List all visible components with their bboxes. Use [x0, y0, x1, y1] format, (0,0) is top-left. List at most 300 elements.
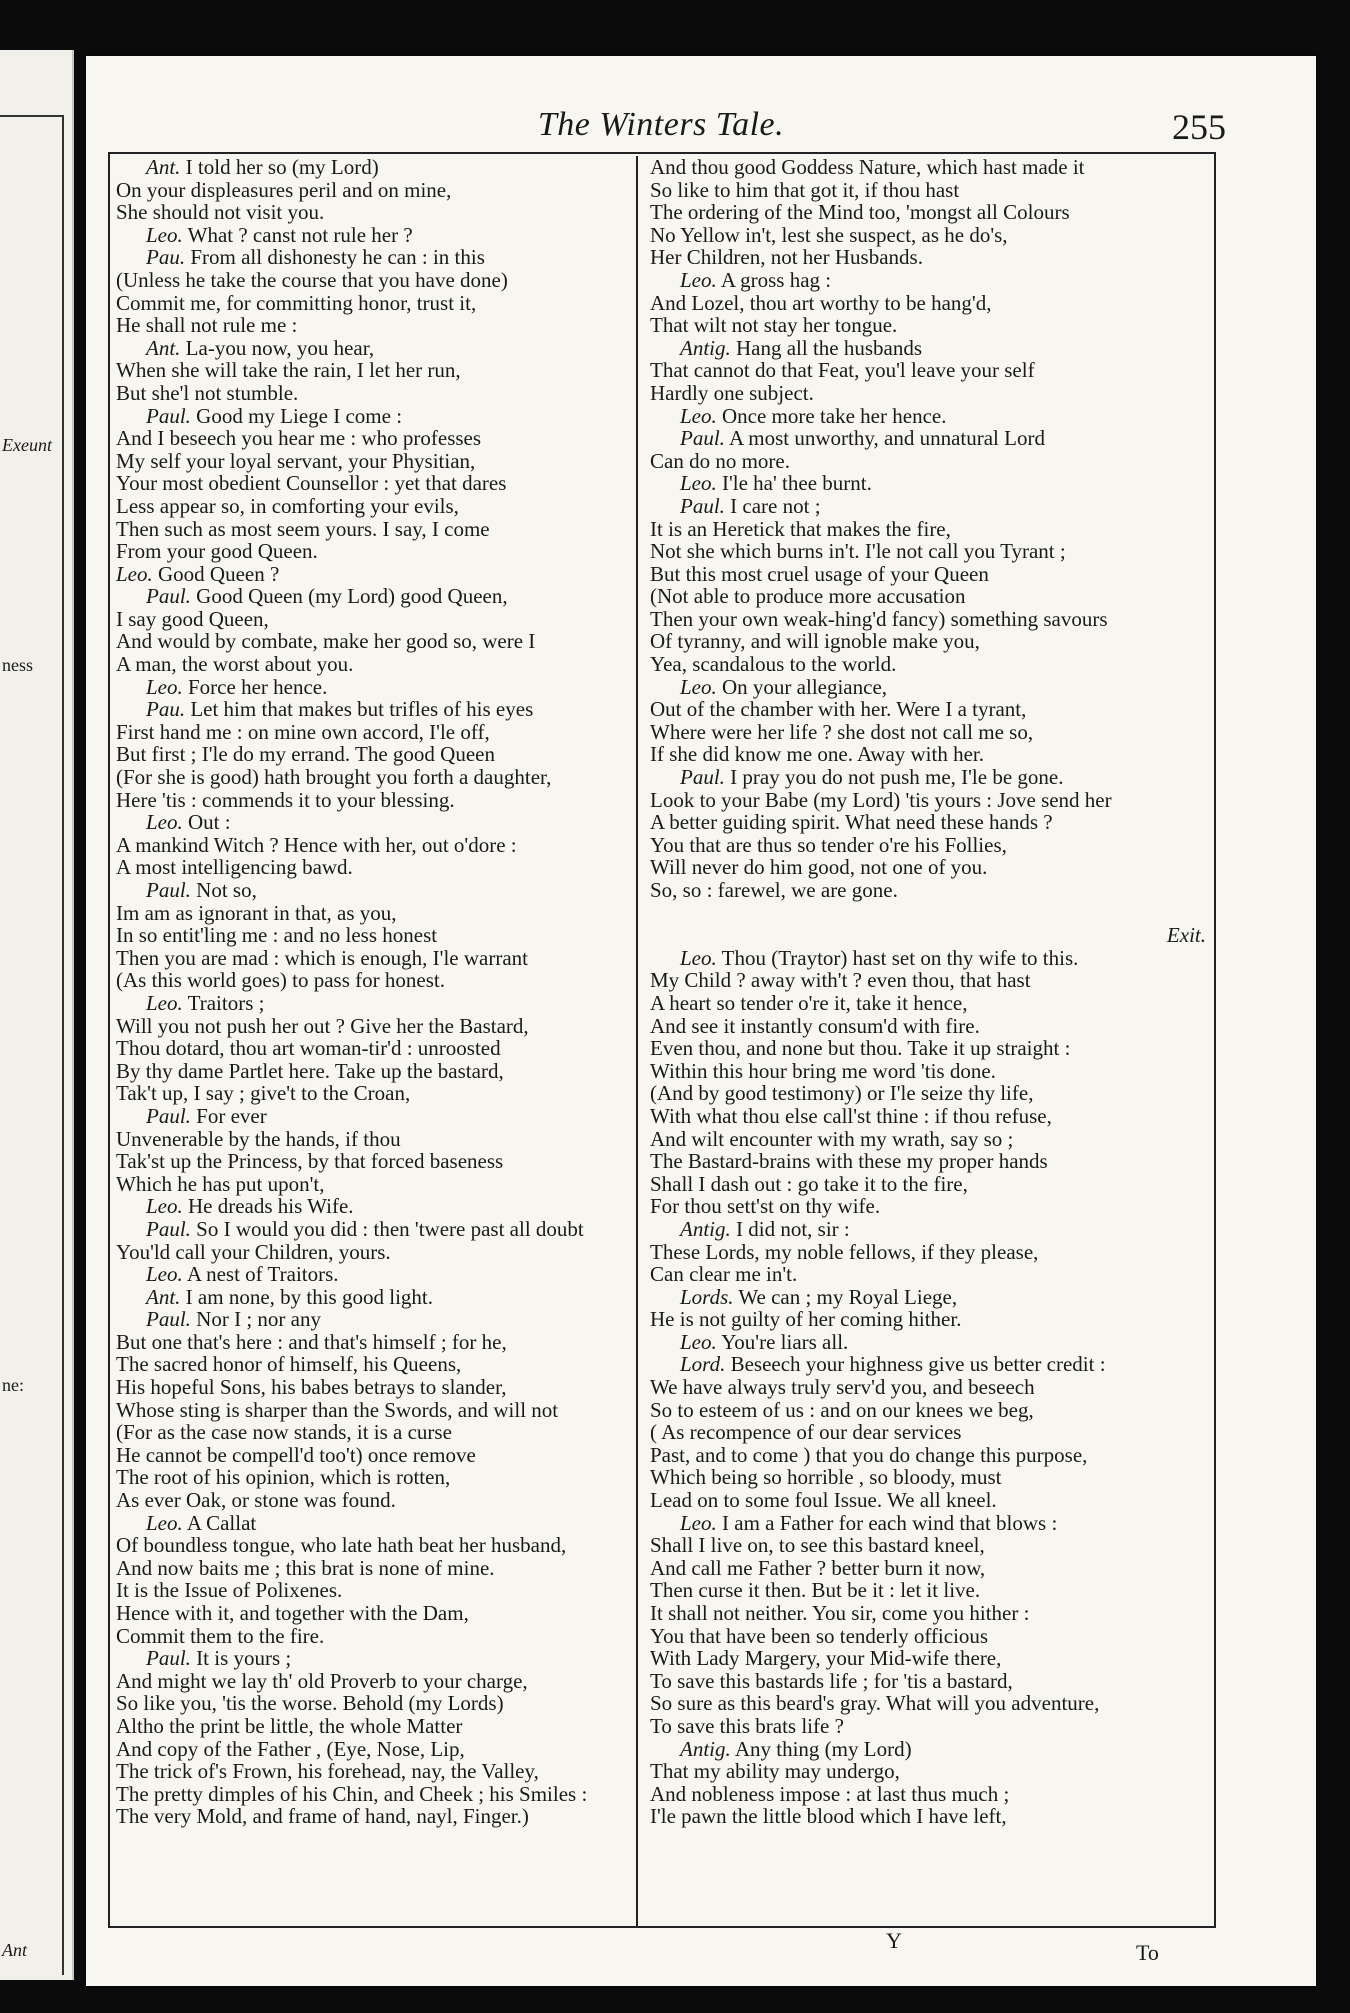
- line-text: Hence with it, and together with the Dam,: [116, 1601, 469, 1625]
- line-text: Within this hour bring me word 'tis done.: [650, 1058, 996, 1083]
- line-text: And copy of the Father , (Eye, Nose, Lip,: [116, 1736, 465, 1761]
- line-text: As ever Oak, or stone was found.: [116, 1488, 396, 1513]
- line-text: You that are thus so tender o're his Follies,: [650, 832, 1007, 857]
- line-text: And see it instantly consum'd with fire.: [650, 1013, 980, 1038]
- line-text: Of boundless tongue, who late hath beat her husband,: [116, 1533, 567, 1558]
- verse-line: [116, 518, 634, 541]
- speech-line: [116, 156, 634, 179]
- speech-text: Out :: [188, 810, 231, 835]
- speaker-name: Paul.: [680, 765, 725, 790]
- stage-direction-text: Exit.: [1166, 923, 1206, 948]
- adjacent-page-edge: [0, 50, 74, 1980]
- verse-line: [650, 811, 1206, 834]
- line-text: Less appear so, in comforting your evils,: [116, 493, 459, 518]
- verse-line: [116, 969, 634, 992]
- speech-line: [116, 1512, 634, 1535]
- speech-line: [650, 1738, 1206, 1761]
- margin-fragment: Exeunt: [2, 435, 52, 455]
- speaker-name: Paul.: [146, 1646, 191, 1671]
- speech-line: [650, 495, 1206, 518]
- line-text: Which being so horrible , so bloody, must: [650, 1465, 1002, 1490]
- verse-line: [650, 1037, 1206, 1060]
- speech-text: For ever: [196, 1103, 267, 1128]
- line-text: And nobleness impose : at last thus much ;: [650, 1781, 1010, 1806]
- speech-line: [116, 246, 634, 269]
- verse-line: [650, 1128, 1206, 1151]
- verse-line: [650, 1805, 1206, 1828]
- line-text: Past, and to come ) that you do change this purpose,: [650, 1442, 1088, 1467]
- verse-line: [650, 1150, 1206, 1173]
- verse-line: [116, 1602, 634, 1625]
- verse-line: [116, 1128, 634, 1151]
- speaker-name: Leo.: [680, 267, 717, 292]
- verse-line: [116, 1557, 634, 1580]
- verse-line: [650, 1015, 1206, 1038]
- line-text: But this most cruel usage of your Queen: [650, 561, 989, 586]
- speaker-name: Ant.: [146, 1284, 181, 1309]
- speaker-name: Leo.: [680, 1329, 717, 1354]
- line-text: Out of the chamber with her. Were I a tyrant,: [650, 697, 1027, 722]
- line-text: Altho the print be little, the whole Matter: [116, 1713, 463, 1738]
- verse-line: [116, 201, 634, 224]
- speech-line: [116, 1647, 634, 1670]
- line-text: And thou good Goddess Nature, which hast made it: [650, 155, 1085, 179]
- line-text: Then such as most seem yours. I say, I come: [116, 516, 490, 541]
- line-text: The Bastard-brains with these my proper hands: [650, 1149, 1048, 1174]
- line-text: So like you, 'tis the worse. Behold (my Lords): [116, 1691, 504, 1716]
- speaker-name: Lord.: [680, 1352, 726, 1377]
- speech-text: Any thing (my Lord): [734, 1736, 912, 1761]
- line-text: And call me Father ? better burn it now,: [650, 1555, 986, 1580]
- line-text: It is the Issue of Polixenes.: [116, 1578, 343, 1603]
- speaker-name: Antig.: [680, 1216, 731, 1241]
- speaker-name: Paul.: [146, 1216, 191, 1241]
- verse-line: [116, 269, 634, 292]
- verse-line: [116, 766, 634, 789]
- verse-line: [116, 1331, 634, 1354]
- verse-line: [116, 1060, 634, 1083]
- line-text: The very Mold, and frame of hand, nayl, Finger.): [116, 1804, 529, 1829]
- verse-line: [650, 1173, 1206, 1196]
- verse-line: [650, 721, 1206, 744]
- verse-line: [650, 879, 1206, 902]
- line-text: I say good Queen,: [116, 606, 269, 631]
- line-text: (Unless he take the course that you have done): [116, 267, 508, 292]
- verse-line: [650, 246, 1206, 269]
- line-text: Shall I live on, to see this bastard kneel,: [650, 1533, 985, 1558]
- verse-line: [650, 1534, 1206, 1557]
- line-text: That my ability may undergo,: [650, 1759, 900, 1784]
- verse-line: [650, 1195, 1206, 1218]
- verse-line: [116, 427, 634, 450]
- verse-line: [650, 1625, 1206, 1648]
- verse-line: [650, 382, 1206, 405]
- speaker-name: Paul.: [146, 403, 191, 428]
- speech-line: [650, 405, 1206, 428]
- speech-text: Let him that makes but trifles of his eyes: [190, 697, 534, 722]
- speaker-name: Pau.: [146, 697, 186, 722]
- line-text: I'le pawn the little blood which I have left,: [650, 1804, 1007, 1829]
- line-text: A heart so tender o're it, take it hence,: [650, 990, 968, 1015]
- speaker-name: Ant.: [146, 335, 181, 360]
- line-text: He shall not rule me :: [116, 313, 298, 338]
- signature-mark: Y: [886, 1928, 902, 1953]
- speech-line: [116, 1308, 634, 1331]
- line-text: And wilt encounter with my wrath, say so ;: [650, 1126, 1014, 1151]
- speech-line: [650, 337, 1206, 360]
- line-text: By thy dame Partlet here. Take up the bastard,: [116, 1058, 504, 1083]
- speaker-name: Antig.: [680, 335, 731, 360]
- verse-line: [650, 1421, 1206, 1444]
- speech-line: [116, 811, 634, 834]
- line-text: And Lozel, thou art worthy to be hang'd,: [650, 290, 992, 315]
- verse-line: [650, 969, 1206, 992]
- verse-line: [650, 1670, 1206, 1693]
- verse-line: [116, 179, 634, 202]
- verse-line: [116, 856, 634, 879]
- line-text: The ordering of the Mind too, 'mongst all Colours: [650, 200, 1070, 225]
- verse-line: [116, 1376, 634, 1399]
- speech-text: I care not ;: [730, 493, 821, 518]
- verse-line: [116, 314, 634, 337]
- speaker-name: Paul.: [146, 1103, 191, 1128]
- line-text: (For she is good) hath brought you forth a daughter,: [116, 765, 552, 790]
- verse-line: [650, 1602, 1206, 1625]
- verse-line: [650, 563, 1206, 586]
- speech-line: [650, 1331, 1206, 1354]
- line-text: That cannot do that Feat, you'l leave your self: [650, 358, 1035, 383]
- verse-line: [650, 292, 1206, 315]
- line-text: Im am as ignorant in that, as you,: [116, 900, 397, 925]
- speech-text: A most unworthy, and unnatural Lord: [729, 426, 1045, 451]
- verse-line: [116, 924, 634, 947]
- verse-line: [116, 1037, 634, 1060]
- line-text: But she'l not stumble.: [116, 380, 299, 405]
- verse-line: [650, 201, 1206, 224]
- speech-text: He dreads his Wife.: [188, 1194, 354, 1219]
- page-number: 255: [1172, 107, 1226, 147]
- margin-fragment: ness: [2, 655, 33, 675]
- line-text: With Lady Margery, your Mid-wife there,: [650, 1646, 1002, 1671]
- line-text: Even thou, and none but thou. Take it up straight :: [650, 1036, 1071, 1061]
- speaker-name: Paul.: [680, 493, 725, 518]
- speech-line: [650, 427, 1206, 450]
- verse-line: [116, 382, 634, 405]
- speech-text: Force her hence.: [188, 674, 328, 699]
- speech-line: [116, 405, 634, 428]
- line-text: On your displeasures peril and on mine,: [116, 177, 452, 202]
- speaker-name: Paul.: [680, 426, 725, 451]
- line-text: To save this brats life ?: [650, 1713, 844, 1738]
- line-text: Whose sting is sharper than the Swords, and will not: [116, 1397, 559, 1422]
- speech-text: Good Queen ?: [158, 561, 280, 586]
- verse-line: [116, 1241, 634, 1264]
- line-text: (For as the case now stands, it is a curse: [116, 1420, 452, 1445]
- verse-line: [650, 1082, 1206, 1105]
- speaker-name: Leo.: [146, 674, 183, 699]
- verse-line: [116, 472, 634, 495]
- verse-line: [116, 721, 634, 744]
- book-page: [86, 56, 1316, 1986]
- line-text: ( As recompence of our dear services: [650, 1420, 962, 1445]
- verse-line: [650, 359, 1206, 382]
- speaker-name: Leo.: [116, 561, 153, 586]
- line-text: Can do no more.: [650, 448, 790, 473]
- speech-line: [116, 1195, 634, 1218]
- speech-text: We can ; my Royal Liege,: [738, 1284, 958, 1309]
- speech-text: A nest of Traitors.: [186, 1262, 339, 1287]
- verse-line: [650, 834, 1206, 857]
- catchword: To: [1136, 1940, 1159, 1965]
- speaker-name: Paul.: [146, 584, 191, 609]
- verse-line: [116, 1489, 634, 1512]
- speaker-name: Leo.: [146, 1262, 183, 1287]
- line-text: My self your loyal servant, your Physitian,: [116, 448, 476, 473]
- line-text: The sacred honor of himself, his Queens,: [116, 1352, 462, 1377]
- line-text: Look to your Babe (my Lord) 'tis yours : Jove send her: [650, 787, 1112, 812]
- verse-line: [116, 1692, 634, 1715]
- line-text: First hand me : on mine own accord, I'le off,: [116, 719, 490, 744]
- line-text: So, so : farewel, we are gone.: [650, 878, 898, 902]
- speech-text: Good Queen (my Lord) good Queen,: [196, 584, 508, 609]
- speech-line: [650, 1512, 1206, 1535]
- speech-line: [650, 676, 1206, 699]
- line-text: Hardly one subject.: [650, 380, 814, 405]
- speech-text: La-you now, you hear,: [185, 335, 375, 360]
- line-text: A mankind Witch ? Hence with her, out o'dore :: [116, 832, 517, 857]
- speaker-name: Leo.: [146, 1194, 183, 1219]
- verse-line: [116, 1715, 634, 1738]
- verse-line: [650, 1466, 1206, 1489]
- line-text: That wilt not stay her tongue.: [650, 313, 898, 338]
- speech-text: Traitors ;: [187, 990, 265, 1015]
- line-text: Then curse it then. But be it : let it live.: [650, 1578, 981, 1603]
- verse-line: [650, 156, 1206, 179]
- right-column: [650, 156, 1206, 1828]
- speech-line: [116, 676, 634, 699]
- line-text: Where were her life ? she dost not call me so,: [650, 719, 1034, 744]
- verse-line: [116, 1444, 634, 1467]
- verse-line: [650, 653, 1206, 676]
- speech-text: Hang all the husbands: [736, 335, 923, 360]
- speech-text: On your allegiance,: [722, 674, 888, 699]
- adjacent-page-rule: [0, 115, 62, 117]
- verse-line: [116, 540, 634, 563]
- line-text: In so entit'ling me : and no less honest: [116, 923, 438, 948]
- verse-line: [650, 1444, 1206, 1467]
- speaker-name: Lords.: [680, 1284, 734, 1309]
- verse-line: [116, 1738, 634, 1761]
- speech-line: [116, 585, 634, 608]
- line-text: And I beseech you hear me : who professes: [116, 426, 482, 451]
- verse-line: [650, 608, 1206, 631]
- line-text: She should not visit you.: [116, 200, 325, 225]
- verse-line: [116, 1399, 634, 1422]
- line-text: And would by combate, make her good so, were I: [116, 629, 536, 654]
- speech-line: [116, 563, 634, 586]
- verse-line: [116, 630, 634, 653]
- speech-line: [116, 224, 634, 247]
- line-text: Commit me, for committing honor, trust it,: [116, 290, 477, 315]
- margin-fragment: Ant: [2, 1940, 27, 1960]
- line-text: And now baits me ; this brat is none of mine.: [116, 1555, 495, 1580]
- verse-line: [650, 1715, 1206, 1738]
- verse-line: [116, 359, 634, 382]
- line-text: (And by good testimony) or I'le seize thy life,: [650, 1081, 1034, 1106]
- line-text: Unvenerable by the hands, if thou: [116, 1126, 401, 1151]
- verse-line: [650, 1692, 1206, 1715]
- speech-line: [116, 879, 634, 902]
- line-text: But first ; I'le do my errand. The good Queen: [116, 742, 495, 767]
- verse-line: [116, 1670, 634, 1693]
- speech-text: A Callat: [186, 1510, 257, 1535]
- line-text: Which he has put upon't,: [116, 1171, 325, 1196]
- line-text: These Lords, my noble fellows, if they please,: [650, 1239, 1039, 1264]
- verse-line: [116, 1783, 634, 1806]
- line-text: So sure as this beard's gray. What will you adventure,: [650, 1691, 1100, 1716]
- line-text: It is an Heretick that makes the fire,: [650, 516, 951, 541]
- verse-line: [650, 743, 1206, 766]
- verse-line: [650, 450, 1206, 473]
- line-text: From your good Queen.: [116, 539, 318, 564]
- speaker-name: Leo.: [680, 945, 717, 970]
- margin-fragment: ne:: [2, 1375, 24, 1395]
- verse-line: [650, 1489, 1206, 1512]
- verse-line: [650, 1783, 1206, 1806]
- speech-line: [650, 947, 1206, 970]
- line-text: So to esteem of us : and on our knees we beg,: [650, 1397, 1034, 1422]
- line-text: We have always truly serv'd you, and beseech: [650, 1375, 1035, 1400]
- speech-text: I did not, sir :: [736, 1216, 850, 1241]
- speaker-name: Leo.: [146, 1510, 183, 1535]
- line-text: Then your own weak-hing'd fancy) something savours: [650, 606, 1108, 631]
- speech-text: I pray you do not push me, I'le be gone.: [730, 765, 1064, 790]
- line-text: The pretty dimples of his Chin, and Cheek ; his Smiles :: [116, 1781, 588, 1806]
- speaker-name: Leo.: [680, 674, 717, 699]
- line-text: Will you not push her out ? Give her the Bastard,: [116, 1013, 529, 1038]
- speaker-name: Paul.: [146, 878, 191, 902]
- line-text: A man, the worst about you.: [116, 652, 354, 677]
- speech-text: What ? canst not rule her ?: [187, 222, 413, 247]
- stage-direction: [650, 924, 1206, 947]
- line-text: But one that's here : and that's himself ; for he,: [116, 1329, 507, 1354]
- line-text: With what thou else call'st thine : if thou refuse,: [650, 1103, 1052, 1128]
- line-text: When she will take the rain, I let her run,: [116, 358, 461, 383]
- speaker-name: Leo.: [146, 810, 183, 835]
- line-text: My Child ? away with't ? even thou, that hast: [650, 968, 1031, 993]
- line-text: If she did know me one. Away with her.: [650, 742, 985, 767]
- verse-line: [650, 540, 1206, 563]
- speech-line: [116, 1286, 634, 1309]
- adjacent-page-column-rule: [62, 115, 64, 1975]
- speech-line: [650, 269, 1206, 292]
- line-text: He is not guilty of her coming hither.: [650, 1307, 962, 1332]
- verse-line: [116, 834, 634, 857]
- verse-line: [116, 292, 634, 315]
- verse-line: [116, 789, 634, 812]
- verse-line: [650, 1105, 1206, 1128]
- verse-line: [650, 1760, 1206, 1783]
- verse-line: [650, 1557, 1206, 1580]
- line-text: And might we lay th' old Proverb to your charge,: [116, 1668, 528, 1693]
- speaker-name: Antig.: [680, 1736, 731, 1761]
- speech-line: [116, 1263, 634, 1286]
- speaker-name: Pau.: [146, 245, 186, 270]
- verse-line: [116, 743, 634, 766]
- speech-text: I'le ha' thee burnt.: [722, 471, 872, 496]
- verse-line: [650, 856, 1206, 879]
- speech-line: [650, 1353, 1206, 1376]
- line-text: You that have been so tenderly officious: [650, 1623, 989, 1648]
- speech-line: [116, 992, 634, 1015]
- speaker-name: Leo.: [146, 222, 183, 247]
- speech-line: [650, 1286, 1206, 1309]
- line-text: Can clear me in't.: [650, 1262, 798, 1287]
- verse-line: [650, 179, 1206, 202]
- speech-text: A gross hag :: [720, 267, 832, 292]
- line-text: Yea, scandalous to the world.: [650, 652, 897, 677]
- speech-text: I told her so (my Lord): [185, 155, 379, 179]
- verse-line: [650, 518, 1206, 541]
- verse-line: [116, 608, 634, 631]
- line-text: So like to him that got it, if thou hast: [650, 177, 960, 202]
- speaker-name: Ant.: [146, 155, 181, 179]
- line-text: A most intelligencing bawd.: [116, 855, 353, 880]
- line-text: Her Children, not her Husbands.: [650, 245, 923, 270]
- speech-text: Beseech your highness give us better credit :: [730, 1352, 1106, 1377]
- speech-line: [116, 1105, 634, 1128]
- speech-text: Nor I ; nor any: [196, 1307, 321, 1332]
- speech-text: From all dishonesty he can : in this: [190, 245, 485, 270]
- verse-line: [650, 1399, 1206, 1422]
- verse-line: [116, 1579, 634, 1602]
- speaker-name: Leo.: [680, 403, 717, 428]
- line-text: Of tyranny, and will ignoble make you,: [650, 629, 980, 654]
- line-text: Shall I dash out : go take it to the fire,: [650, 1171, 968, 1196]
- speech-text: Once more take her hence.: [722, 403, 947, 428]
- verse-line: [650, 224, 1206, 247]
- verse-line: [650, 992, 1206, 1015]
- verse-line: [116, 1805, 634, 1828]
- verse-line: [116, 1353, 634, 1376]
- line-text: Tak't up, I say ; give't to the Croan,: [116, 1081, 411, 1106]
- line-text: Here 'tis : commends it to your blessing.: [116, 787, 455, 812]
- verse-line: [650, 1647, 1206, 1670]
- verse-line: [116, 495, 634, 518]
- line-text: Will never do him good, not one of you.: [650, 855, 988, 880]
- speech-text: You're liars all.: [721, 1329, 849, 1354]
- verse-line: [650, 1060, 1206, 1083]
- line-text: A better guiding spirit. What need these hands ?: [650, 810, 1053, 835]
- line-text: Not she which burns in't. I'le not call you Tyrant ;: [650, 539, 1066, 564]
- speech-line: [116, 1218, 634, 1241]
- speech-text: It is yours ;: [196, 1646, 292, 1671]
- line-text: (As this world goes) to pass for honest.: [116, 968, 445, 993]
- verse-line: [116, 1625, 634, 1648]
- line-text: He cannot be compell'd too't) once remove: [116, 1442, 476, 1467]
- verse-line: [650, 630, 1206, 653]
- verse-line: [116, 1421, 634, 1444]
- left-column: [116, 156, 634, 1828]
- speaker-name: Leo.: [146, 990, 183, 1015]
- line-text: For thou sett'st on thy wife.: [650, 1194, 881, 1219]
- line-text: To save this bastards life ; for 'tis a bastard,: [650, 1668, 1013, 1693]
- verse-line: [116, 1015, 634, 1038]
- verse-line: [650, 1579, 1206, 1602]
- speech-line: [116, 698, 634, 721]
- speech-text: Good my Liege I come :: [196, 403, 403, 428]
- speech-line: [650, 766, 1206, 789]
